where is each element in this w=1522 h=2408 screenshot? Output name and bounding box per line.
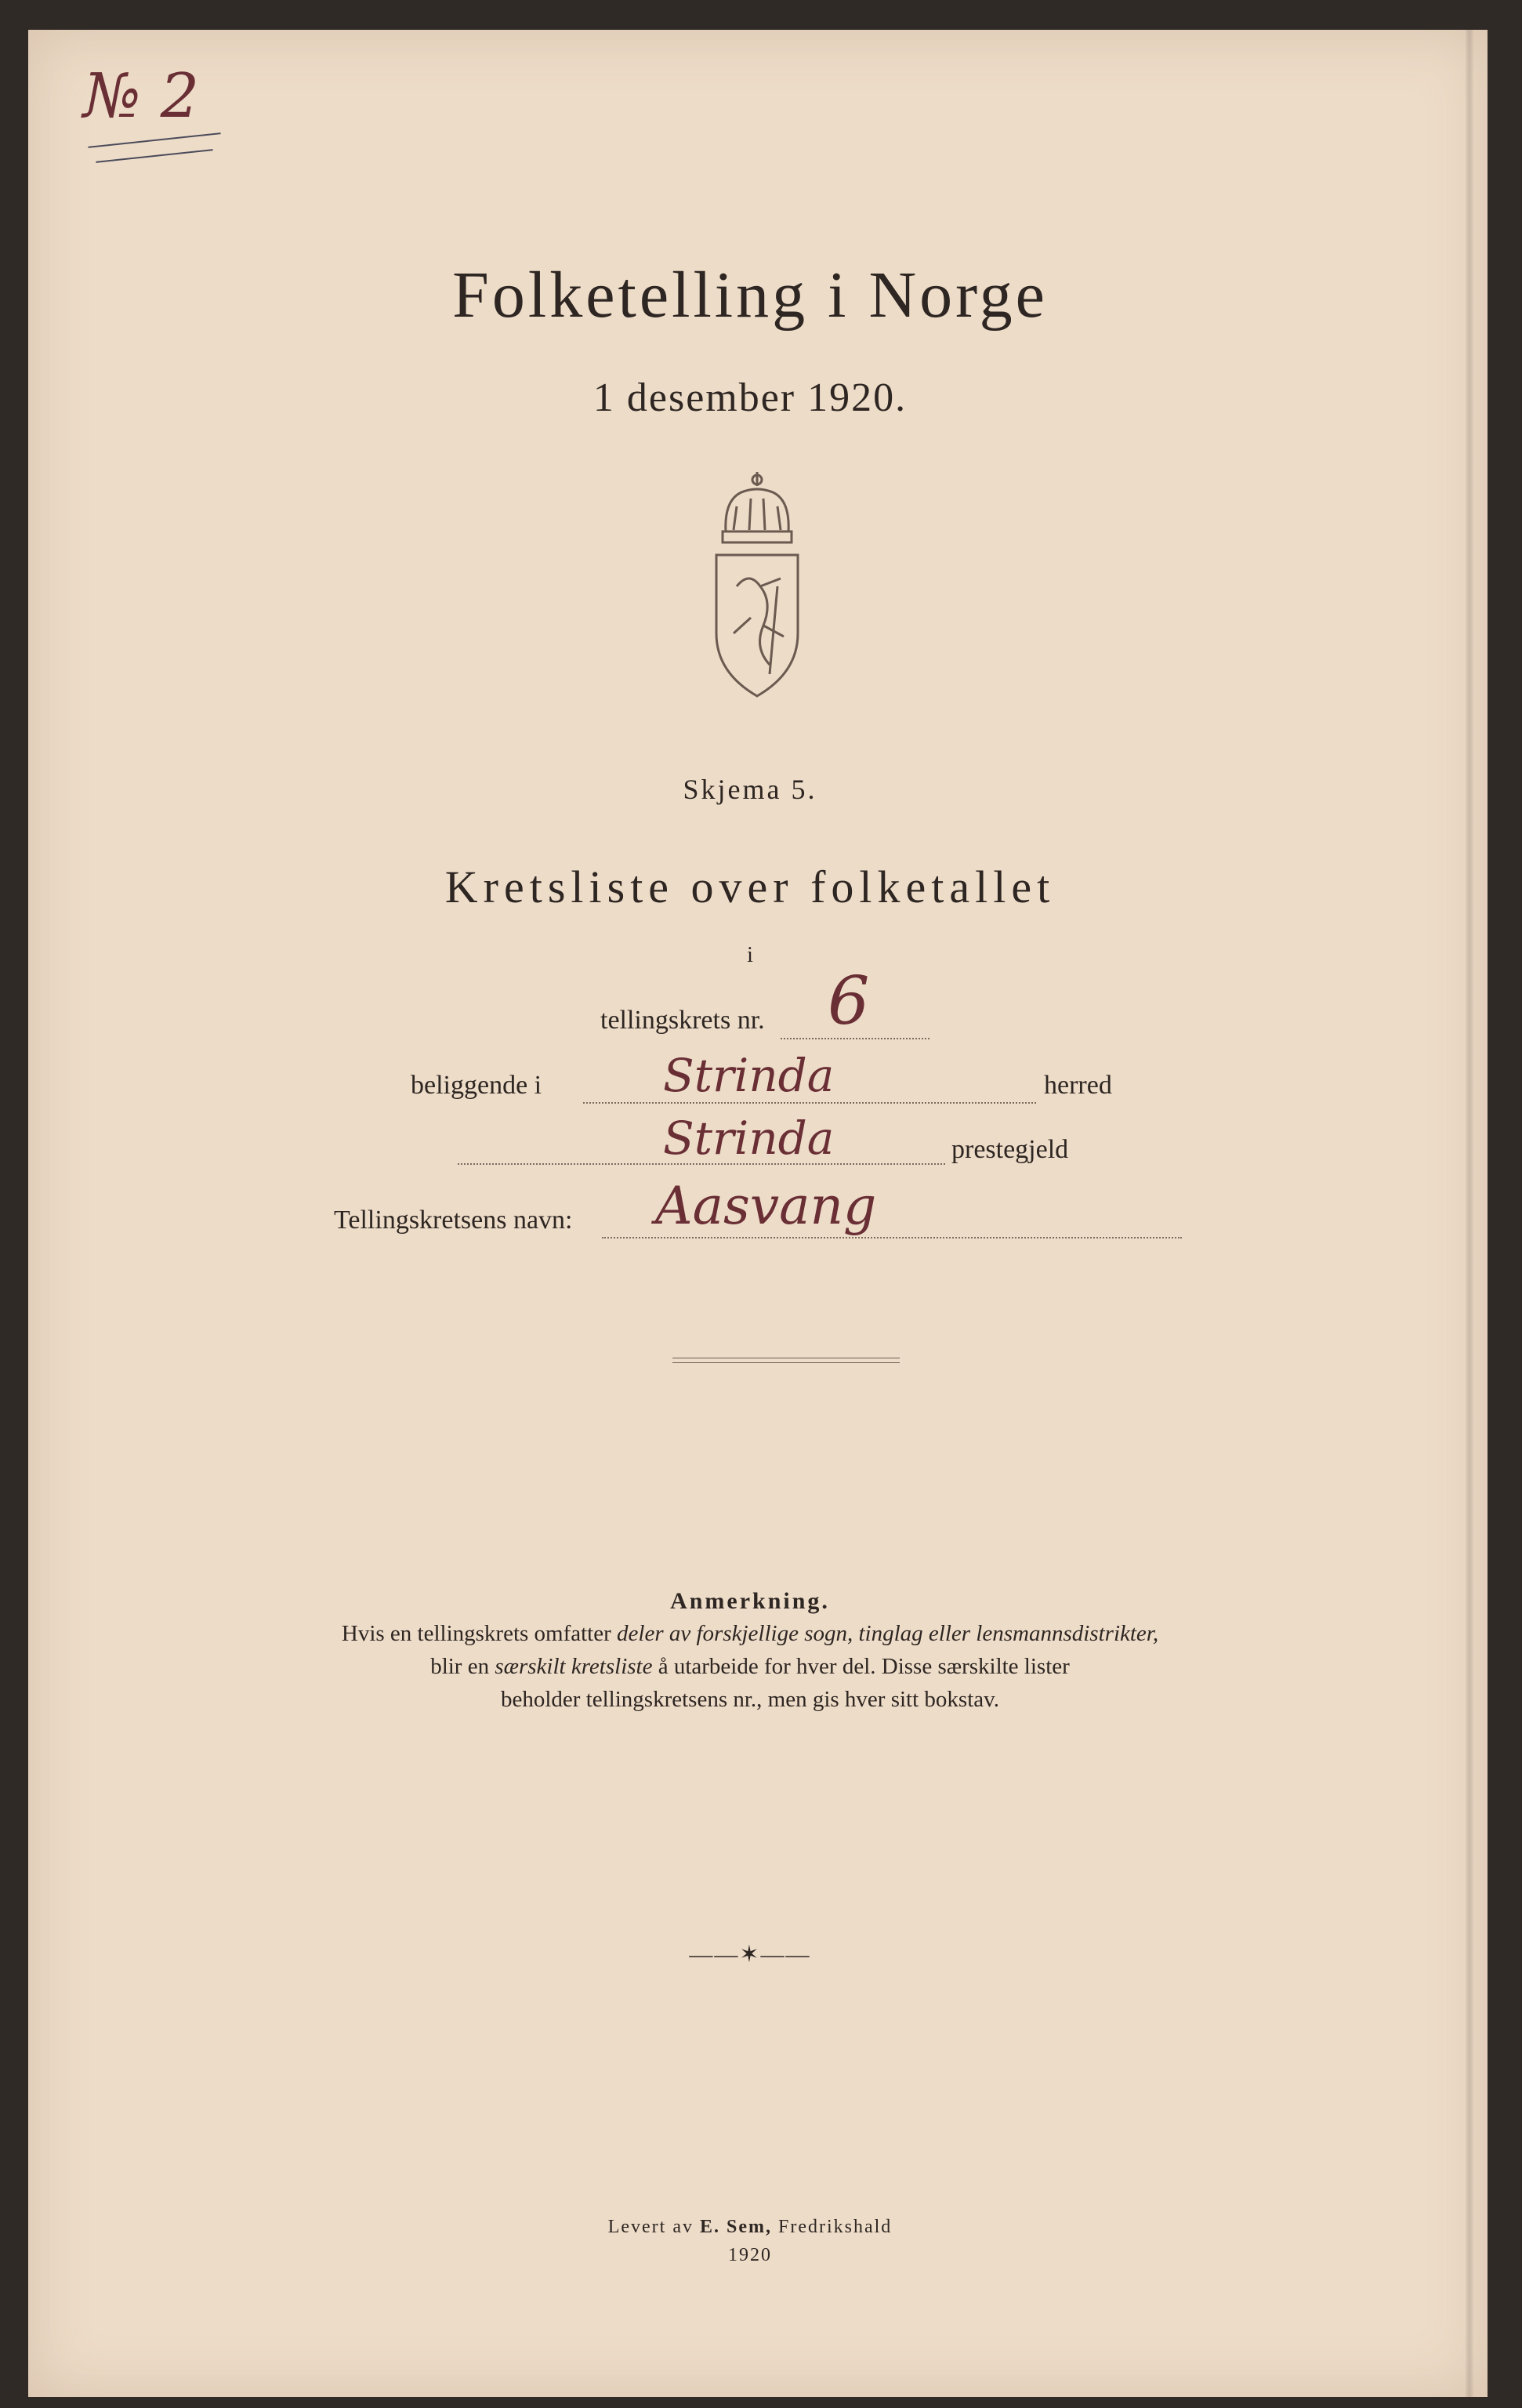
beliggende-label: beliggende i: [411, 1071, 542, 1100]
remark-line-2: [28, 1654, 1472, 1680]
navn-label: Tellingskretsens navn:: [334, 1206, 573, 1235]
prestegjeld-label: prestegjeld: [951, 1135, 1069, 1164]
remark-line-2c: å utarbeide for hver del. Disse særskilte lister: [658, 1654, 1070, 1679]
page-title: Folketelling i Norge: [452, 259, 1048, 332]
ornament-divider: ——✶——: [689, 1942, 811, 1967]
printer-line: [28, 2217, 1472, 2238]
beliggende-value: Strinda: [663, 1049, 835, 1102]
remark-line-1b: deler av forskjellige sogn, tinglag eller lensmannsdistrikter,: [617, 1621, 1159, 1646]
remark-line-1a: Hvis en tellingskrets omfatter: [341, 1621, 611, 1646]
handwritten-underline: [96, 149, 212, 163]
tellingskrets-label: tellingskrets nr.: [600, 1006, 765, 1035]
printer-place: Fredrikshald: [777, 2217, 893, 2237]
document-page: [28, 30, 1488, 2397]
printer-year: 1920: [728, 2245, 772, 2265]
schema-label-text: Skjema: [683, 774, 782, 805]
tellingskrets-value: 6: [828, 963, 870, 1039]
printer-name: E. Sem,: [699, 2217, 772, 2237]
navn-dotline: [602, 1237, 1182, 1238]
schema-label: [28, 773, 1472, 806]
printer-prefix: Levert av: [607, 2217, 694, 2237]
remark-line-1: [28, 1621, 1472, 1647]
remark-line-2a: blir en: [430, 1654, 490, 1679]
navn-value: Aasvang: [655, 1176, 877, 1236]
connector-word: i: [747, 943, 753, 967]
coat-of-arms-icon: [702, 469, 812, 704]
beliggende-dotline: [583, 1102, 1036, 1104]
remark-line-2b: særskilt kretsliste: [495, 1654, 653, 1679]
handwritten-number: № 2: [83, 61, 200, 132]
remark-title: Anmerkning.: [670, 1588, 830, 1614]
divider-rule: [672, 1358, 900, 1363]
remark-line-3: beholder tellingskretsens nr., men gis hver sitt bokstav.: [500, 1687, 1000, 1712]
census-date: 1 desember 1920.: [592, 375, 908, 420]
handwritten-underline: [88, 132, 220, 148]
list-title: Kretsliste over folketallet: [444, 861, 1056, 912]
herred-label: herred: [1044, 1071, 1112, 1100]
schema-number: 5.: [791, 774, 817, 805]
prestegjeld-value: Strinda: [663, 1112, 835, 1165]
